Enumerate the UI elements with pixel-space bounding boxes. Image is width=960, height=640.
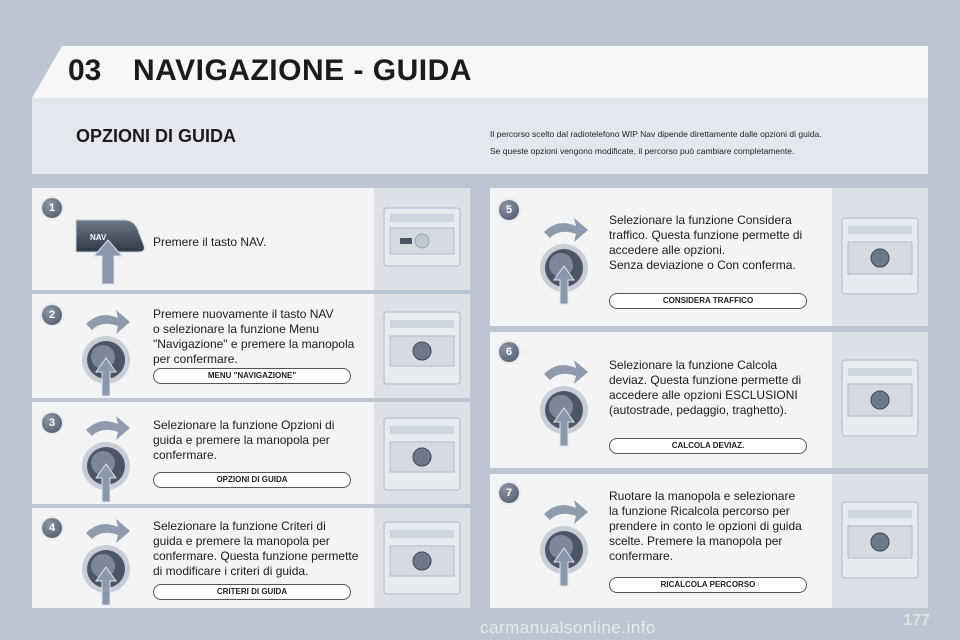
page-title: NAVIGAZIONE - GUIDA <box>133 54 472 87</box>
step-line: di modificare i criteri di guida. <box>153 564 309 578</box>
step-line: (autostrade, pedaggio, traghetto). <box>609 403 788 417</box>
menu-tag: CRITERI DI GUIDA <box>153 584 351 600</box>
rotary-knob-icon <box>532 358 598 448</box>
step-text <box>153 235 373 250</box>
step-line: guida e premere la manopola per <box>153 534 330 548</box>
rotary-knob-icon <box>74 308 140 398</box>
step-line: confermare. Questa funzione permette <box>153 549 359 563</box>
menu-tag: RICALCOLA PERCORSO <box>609 577 807 593</box>
step-number-badge: 1 <box>42 198 62 218</box>
step-line: o selezionare la funzione Menu <box>153 322 320 336</box>
header-corner <box>32 46 62 98</box>
step-number-badge: 6 <box>499 342 519 362</box>
radio-unit-icon <box>382 308 462 388</box>
radio-unit-icon <box>382 204 462 270</box>
step-line: Selezionare la funzione Considera <box>609 213 792 227</box>
intro-text <box>490 126 920 160</box>
step-line: Premere il tasto NAV. <box>153 235 267 249</box>
radio-unit-icon <box>840 356 920 440</box>
step-line: "Navigazione" e premere la manopola <box>153 337 355 351</box>
radio-unit-icon <box>840 498 920 582</box>
nav-button-label: NAV <box>90 233 107 242</box>
step-line: Senza deviazione o Con conferma. <box>609 258 796 272</box>
page-number: 177 <box>903 612 930 629</box>
menu-tag: CONSIDERA TRAFFICO <box>609 293 807 309</box>
step-line: guida e premere la manopola per <box>153 433 330 447</box>
step-line: per confermare. <box>153 352 238 366</box>
step-text <box>153 307 379 367</box>
intro-line: Il percorso scelto dal radiotelefono WIP Nav dipende direttamente dalle opzioni di guida. <box>490 129 822 139</box>
nav-button-icon <box>72 218 152 286</box>
radio-unit-icon <box>382 414 462 494</box>
radio-unit-icon <box>382 518 462 598</box>
step-number-badge: 3 <box>42 413 62 433</box>
step-number-badge: 4 <box>42 518 62 538</box>
step-number-badge: 5 <box>499 200 519 220</box>
rotary-knob-icon <box>532 498 598 588</box>
step-line: accedere alle opzioni ESCLUSIONI <box>609 388 798 402</box>
step-line: Selezionare la funzione Calcola <box>609 358 778 372</box>
step-line: Premere nuovamente il tasto NAV <box>153 307 334 321</box>
rotary-knob-icon <box>74 517 140 607</box>
step-text <box>153 519 379 579</box>
step-text <box>609 213 831 273</box>
menu-tag: MENU "NAVIGAZIONE" <box>153 368 351 384</box>
step-text <box>609 489 831 564</box>
step-line: scelte. Premere la manopola per <box>609 534 783 548</box>
step-text <box>153 418 379 463</box>
rotary-knob-icon <box>532 216 598 306</box>
step-line: confermare. <box>153 448 218 462</box>
radio-unit-icon <box>840 214 920 298</box>
step-line: Selezionare la funzione Criteri di <box>153 519 326 533</box>
step-line: Ruotare la manopola e selezionare <box>609 489 796 503</box>
step-number-badge: 7 <box>499 483 519 503</box>
step-line: traffico. Questa funzione permette di <box>609 228 803 242</box>
menu-tag: OPZIONI DI GUIDA <box>153 472 351 488</box>
step-line: prendere in conto le opzioni di guida <box>609 519 802 533</box>
intro-line: Se queste opzioni vengono modificate, il percorso può cambiare completamente. <box>490 146 795 156</box>
step-line: la funzione Ricalcola percorso per <box>609 504 790 518</box>
step-line: confermare. <box>609 549 674 563</box>
step-number-badge: 2 <box>42 305 62 325</box>
step-line: deviaz. Questa funzione permette di <box>609 373 802 387</box>
step-line: accedere alle opzioni. <box>609 243 726 257</box>
step-line: Selezionare la funzione Opzioni di <box>153 418 335 432</box>
menu-tag: CALCOLA DEVIAZ. <box>609 438 807 454</box>
step-text <box>609 358 831 418</box>
chapter-number: 03 <box>68 54 102 87</box>
section-subtitle: OPZIONI DI GUIDA <box>76 126 237 146</box>
rotary-knob-icon <box>74 414 140 504</box>
watermark: carmanualsonline.info <box>480 618 656 637</box>
